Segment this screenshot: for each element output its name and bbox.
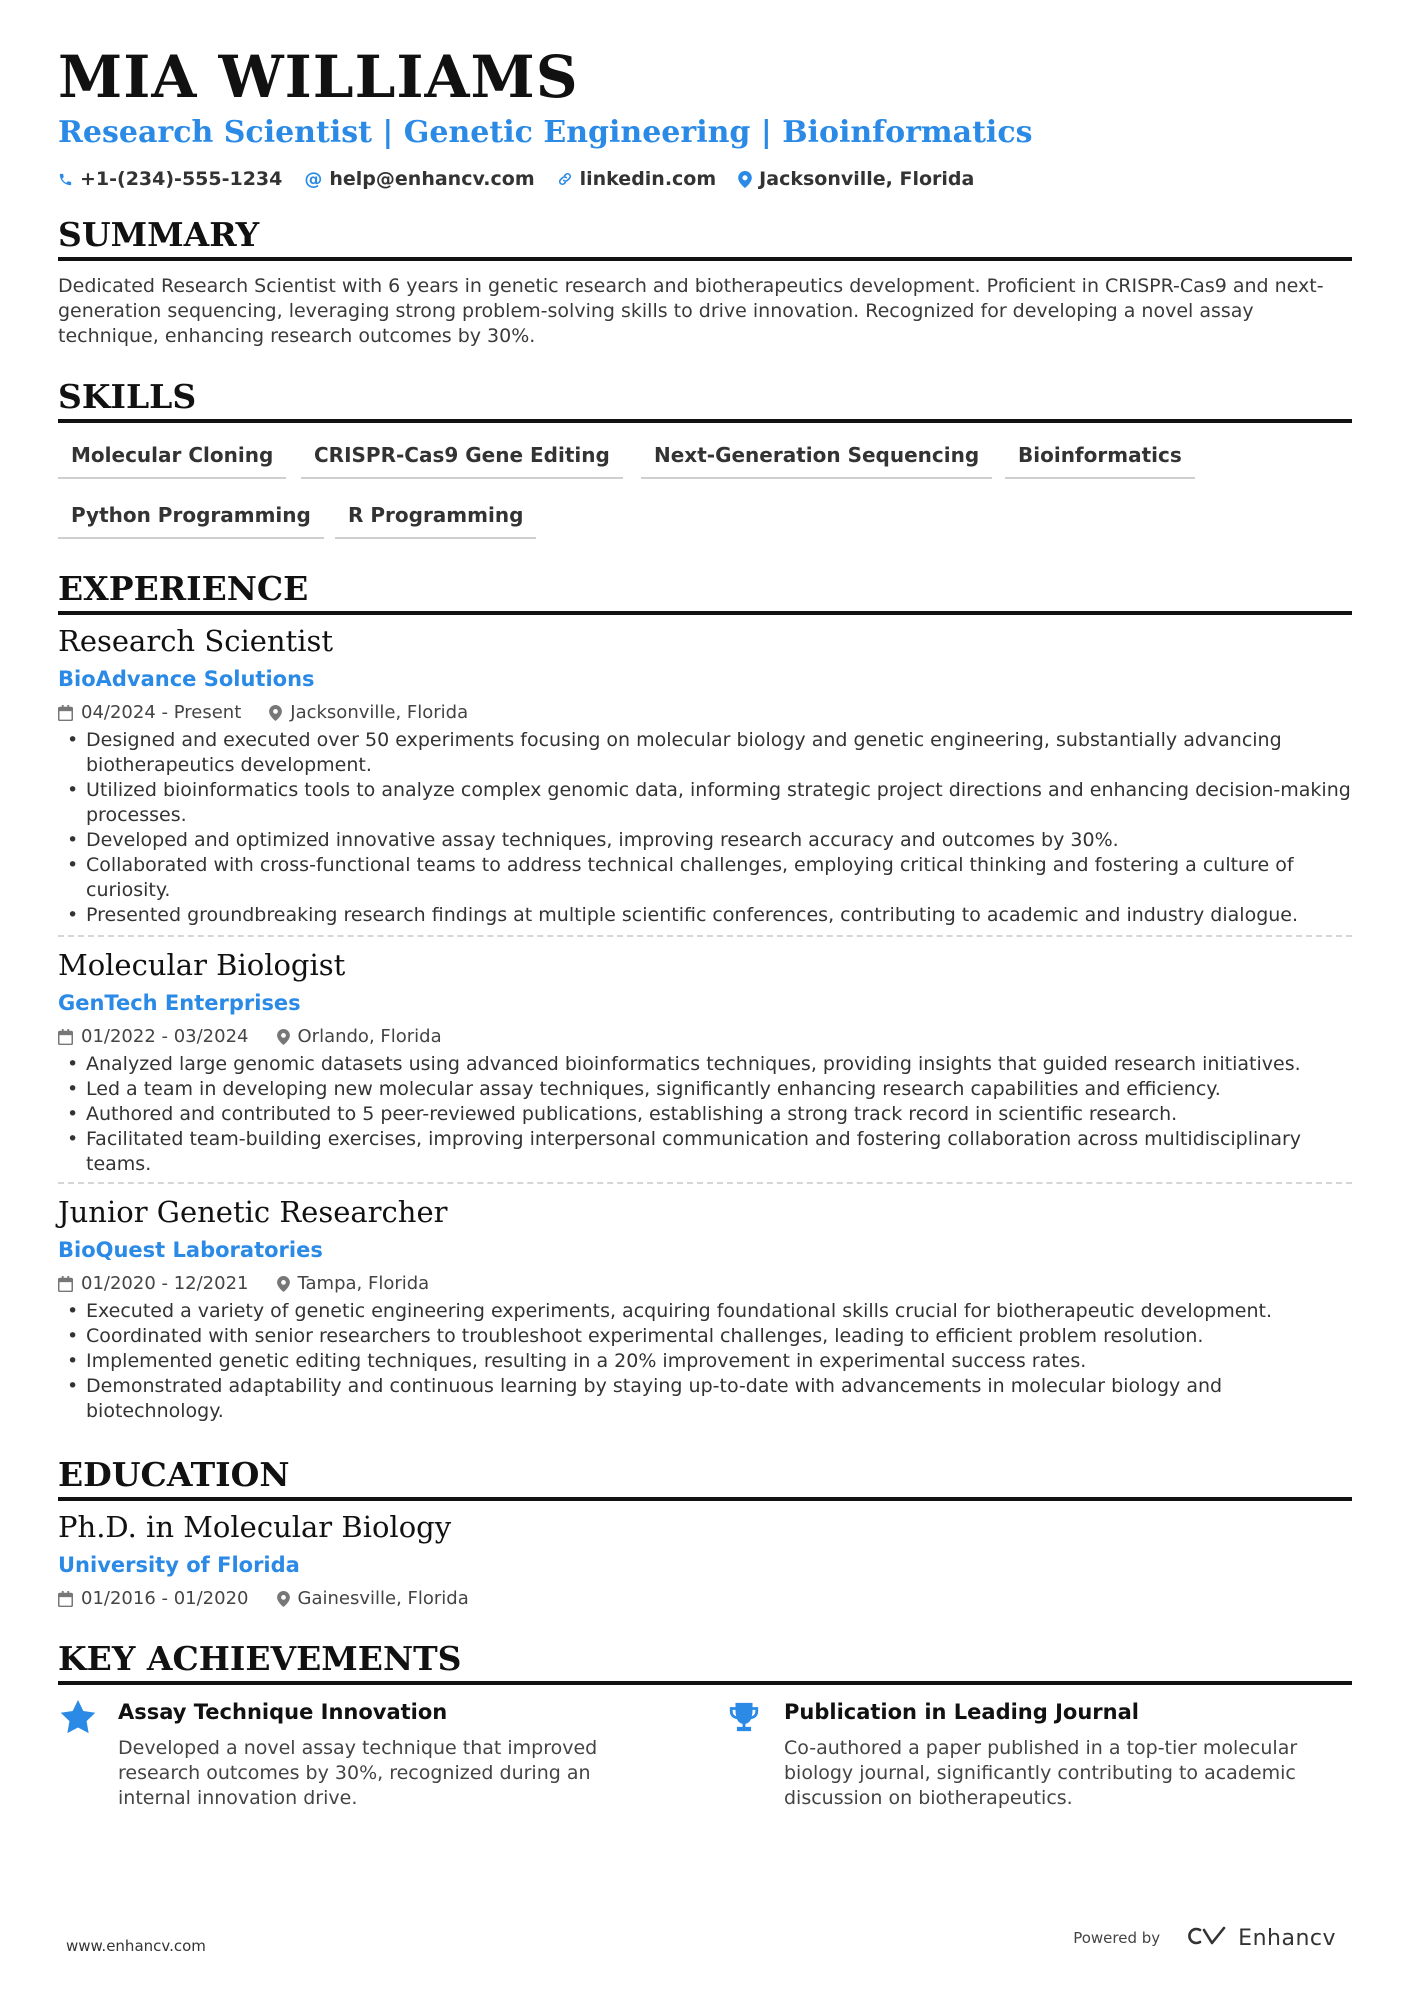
candidate-name: MIA WILLIAMS [58,43,579,111]
map-pin-icon [738,171,752,188]
job-location [269,702,468,723]
education-heading: EDUCATION [58,1458,1352,1501]
education-school: University of Florida [58,1553,300,1577]
job-company: BioAdvance Solutions [58,667,315,691]
job-location [277,1273,430,1294]
list-item: • Collaborated with cross-functional teams to address technical challenges, employing critical thinking and fostering a culture of curiosity. [58,853,1358,903]
job-company: BioQuest Laboratories [58,1238,323,1262]
list-item: • Designed and executed over 50 experiments focusing on molecular biology and genetic engineering, substantially advancing biotherapeutics development. [58,728,1358,778]
education-meta [58,1588,497,1609]
list-item: • Analyzed large genomic datasets using advanced bioinformatics techniques, providing insights that guided research initiatives. [58,1052,1358,1077]
linkedin-text: linkedin.com [579,168,717,190]
job-dates [58,702,241,723]
education-degree: Ph.D. in Molecular Biology [58,1510,452,1544]
email-text: help@enhancv.com [329,168,535,190]
job-meta [58,1273,457,1294]
list-item: • Executed a variety of genetic engineering experiments, acquiring foundational skills crucial for biotherapeutic development. [58,1299,1358,1324]
phone-icon [58,172,73,187]
education-dates-text: 01/2016 - 01/2020 [81,1588,249,1609]
map-pin-icon [277,1276,290,1292]
summary-text: Dedicated Research Scientist with 6 years in genetic research and biotherapeutics development. Proficient in CRISPR-Cas9 and next-generation sequencing, leveraging strong problem-solving skills to drive innovation. Recognized for developing a novel assay technique, enhancing research outcomes by 30%. [58,275,1324,347]
job-title: Molecular Biologist [58,948,346,982]
achievement-description: Co-authored a paper published in a top-tier molecular biology journal, significantly contributing to academic discussion on biotherapeutics. [784,1737,1298,1809]
skill-tag: Next-Generation Sequencing [641,435,992,479]
list-item: • Presented groundbreaking research findings at multiple scientific conferences, contributing to academic and industry dialogue. [58,903,1358,928]
job-bullets [58,728,1358,928]
calendar-icon [58,1591,73,1607]
skill-tag: Molecular Cloning [58,435,286,479]
map-pin-icon [277,1029,290,1045]
list-item: • Authored and contributed to 5 peer-reviewed publications, establishing a strong track record in scientific research. [58,1102,1358,1127]
map-pin-icon [269,705,282,721]
achievements-heading: KEY ACHIEVEMENTS [58,1642,1352,1685]
education-location [277,1588,469,1609]
calendar-icon [58,1276,73,1292]
location-text: Jacksonville, Florida [759,168,975,190]
education-location-text: Gainesville, Florida [297,1588,469,1609]
at-sign-icon: @ [304,168,323,190]
job-company: GenTech Enterprises [58,991,301,1015]
achievement-title: Publication in Leading Journal [784,1700,1139,1724]
job-bullets [58,1052,1358,1177]
list-item: • Developed and optimized innovative assay techniques, improving research accuracy and outcomes by 30%. [58,828,1358,853]
trophy-icon [724,1700,764,1740]
list-item: • Utilized bioinformatics tools to analyze complex genomic data, informing strategic project directions and enhancing decision-making processes. [58,778,1358,828]
contact-linkedin[interactable] [557,168,717,190]
job-title: Junior Genetic Researcher [58,1195,448,1229]
job-location [277,1026,442,1047]
contact-phone[interactable] [58,168,282,190]
education-dates [58,1588,249,1609]
job-dates-text: 01/2022 - 03/2024 [81,1026,249,1047]
footer-branding [1073,1924,1336,1952]
contact-email[interactable] [304,168,534,190]
skill-tag: Bioinformatics [1005,435,1195,479]
job-location-text: Tampa, Florida [297,1273,430,1294]
job-bullets [58,1299,1358,1424]
achievement-title: Assay Technique Innovation [118,1700,448,1724]
job-divider [58,935,1352,937]
list-item: • Led a team in developing new molecular assay techniques, significantly enhancing research capabilities and efficiency. [58,1077,1358,1102]
phone-text: +1-(234)-555-1234 [80,168,283,190]
enhancv-logo-icon [1186,1924,1230,1952]
skill-tag: Python Programming [58,495,324,539]
calendar-icon [58,705,73,721]
summary-heading: SUMMARY [58,218,1352,261]
calendar-icon [58,1029,73,1045]
job-dates-text: 01/2020 - 12/2021 [81,1273,249,1294]
job-title: Research Scientist [58,624,334,658]
powered-by-label: Powered by [1073,1929,1161,1947]
list-item: • Demonstrated adaptability and continuous learning by staying up-to-date with advancements in molecular biology and biotechnology. [58,1374,1358,1424]
job-meta [58,1026,470,1047]
skills-heading: SKILLS [58,380,1352,423]
footer-website[interactable]: www.enhancv.com [66,1937,206,1955]
list-item: • Facilitated team-building exercises, improving interpersonal communication and fostering collaboration across multidisciplinary teams. [58,1127,1358,1177]
link-icon [557,171,573,187]
job-location-text: Jacksonville, Florida [290,702,469,723]
job-dates [58,1026,249,1047]
achievement-description: Developed a novel assay technique that improved research outcomes by 30%, recognized during an internal innovation drive. [118,1737,598,1809]
brand-name: Enhancv [1238,1925,1336,1951]
map-pin-icon [277,1591,290,1607]
job-location-text: Orlando, Florida [297,1026,442,1047]
candidate-title: Research Scientist | Genetic Engineering | Bioinformatics [58,115,1033,150]
star-icon [58,1700,98,1740]
job-dates [58,1273,249,1294]
job-divider [58,1182,1352,1184]
experience-heading: EXPERIENCE [58,572,1352,615]
list-item: • Coordinated with senior researchers to troubleshoot experimental challenges, leading to efficient problem resolution. [58,1324,1358,1349]
job-meta [58,702,496,723]
skill-tag: R Programming [335,495,536,539]
contact-bar [58,168,996,190]
contact-location [738,168,974,190]
job-dates-text: 04/2024 - Present [81,702,242,723]
skill-tag: CRISPR-Cas9 Gene Editing [301,435,623,479]
list-item: • Implemented genetic editing techniques, resulting in a 20% improvement in experimental success rates. [58,1349,1358,1374]
